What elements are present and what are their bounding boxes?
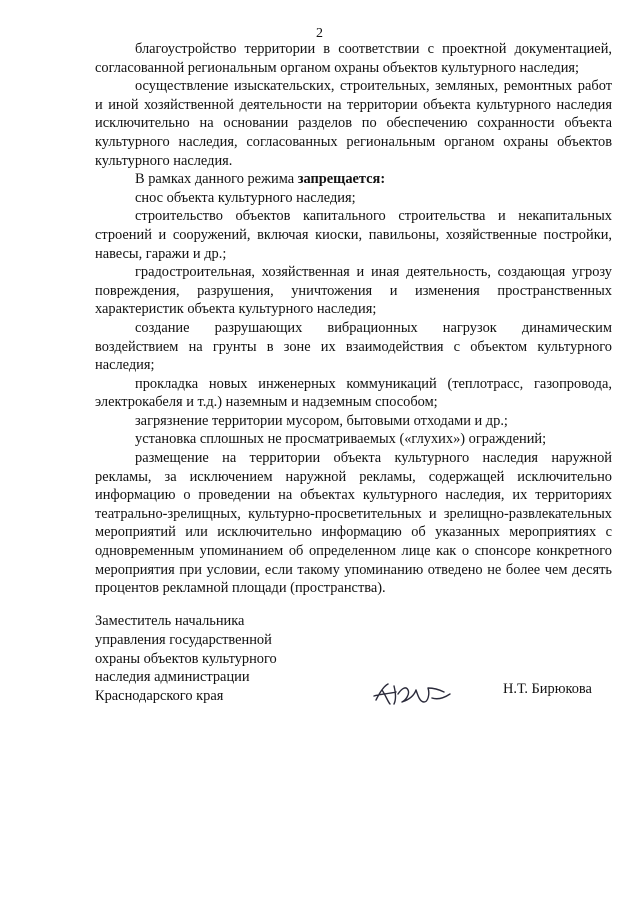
paragraph-construction: строительство объектов капитального строительства и некапитальных строений и сооружений, включая киоски, павильоны, хозяйственные постройки, навесы, гаражи и др.; (95, 208, 612, 262)
prohibited-keyword: запрещается: (297, 171, 386, 188)
document-body (95, 40, 612, 598)
signer-position (95, 612, 355, 706)
signer-position-line: охраны объектов культурного (95, 650, 277, 667)
paragraph-works: осуществление изыскательских, строительных, земляных, ремонтных работ и иной хозяйственной деятельности на территории объекта культурного наследия исключительно на основании разделов по обеспечению сохранности объекта культурного наследия, согласованных региональным органом охраны объектов культурного наследия. (95, 78, 612, 169)
signer-position-line: Заместитель начальника (95, 613, 245, 629)
paragraph-advertising: размещение на территории объекта культурного наследия наружной рекламы, за исключением наружной рекламы, содержащей исключительно информацию о проведении на объектах культурного наследия, их территориях театрально-зрелищных, культурно-просветительных и зрелищно-развлекательных мероприятий или исключительно информацию об указанных мероприятиях с одновременным упоминанием об определенном лице как о спонсоре конкретного мероприятия при условии, если такому упоминанию отведено не более чем десять процентов рекламной площади (пространства). (95, 450, 612, 597)
page-number: 2 (316, 26, 323, 41)
prohibited-intro-text: В рамках данного режима (135, 171, 298, 188)
signer-position-line: Краснодарского края (95, 688, 224, 705)
paragraph-urban-activity: градостроительная, хозяйственная и иная деятельность, создающая угрозу повреждения, разрушения, уничтожения и изменения пространственных характеристик объекта культурного наследия; (95, 264, 612, 318)
signer-position-line: управления государственной (95, 631, 272, 648)
paragraph-landscaping: благоустройство территории в соответствии с проектной документацией, согласованной региональным органом охраны объектов культурного наследия; (95, 41, 612, 76)
paragraph-pollution: загрязнение территории мусором, бытовыми отходами и др.; (135, 412, 508, 429)
paragraph-vibration: создание разрушающих вибрационных нагрузок динамическим воздействием на грунты в зоне их взаимодействия с объектом культурного наследия; (95, 319, 612, 374)
paragraph-prohibited-intro (95, 170, 612, 189)
signer-position-line: наследия администрации (95, 669, 250, 686)
paragraph-utilities: прокладка новых инженерных коммуникаций (теплотрасс, газопровода, электрокабеля и т.д.) наземным и надземным способом; (95, 375, 612, 411)
handwritten-signature (370, 672, 460, 712)
paragraph-fences: установка сплошных не просматриваемых («глухих») ограждений; (135, 431, 547, 448)
paragraph-demolition: снос объекта культурного наследия; (135, 189, 356, 206)
signer-name: Н.Т. Бирюкова (503, 681, 592, 697)
